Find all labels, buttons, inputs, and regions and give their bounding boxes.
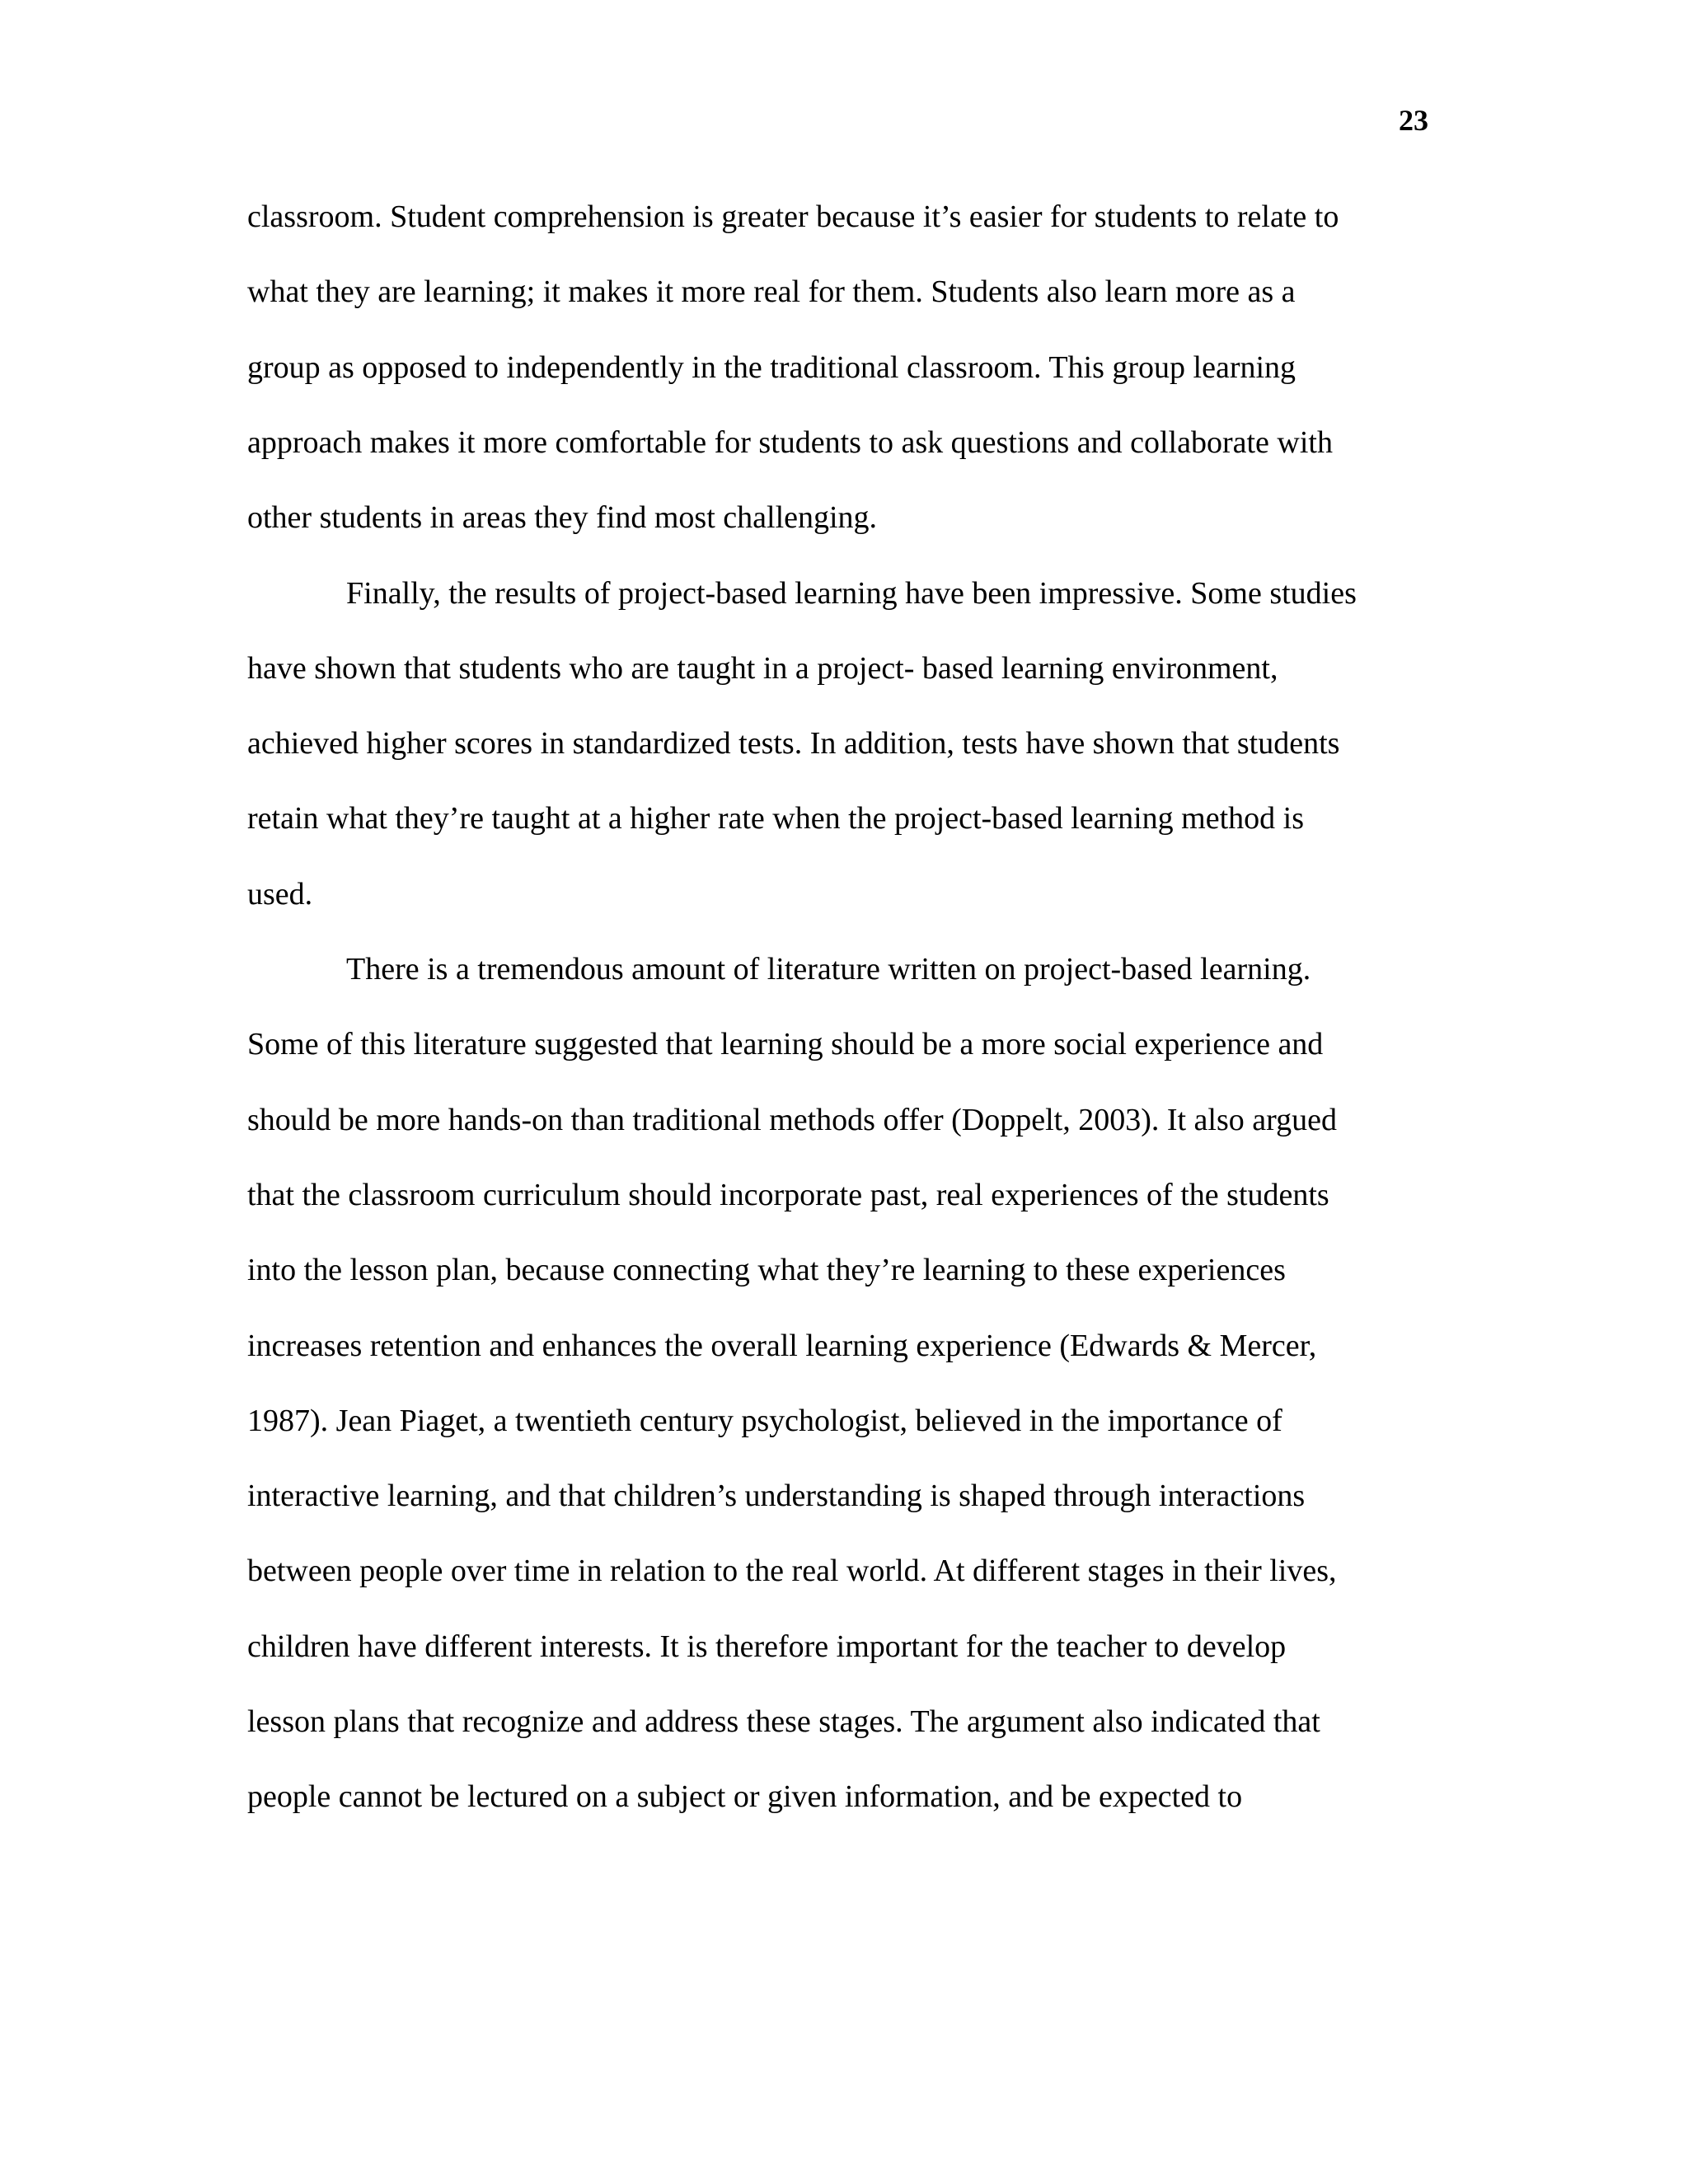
- text-line: into the lesson plan, because connecting what they’re learning to these experiences: [247, 1253, 1286, 1287]
- page-number: 23: [1399, 104, 1428, 137]
- text-line: approach makes it more comfortable for students to ask questions and collaborate with: [247, 425, 1333, 460]
- text-line: group as opposed to independently in the traditional classroom. This group learning: [247, 350, 1296, 385]
- text-line: interactive learning, and that children’s understanding is shaped through interactions: [247, 1479, 1306, 1513]
- text-line: between people over time in relation to the real world. At different stages in their lives,: [247, 1554, 1337, 1588]
- text-line: that the classroom curriculum should incorporate past, real experiences of the students: [247, 1178, 1329, 1212]
- text-line: should be more hands-on than traditional methods offer (Doppelt, 2003). It also argued: [247, 1103, 1337, 1137]
- text-line: have shown that students who are taught in a project- based learning environment,: [247, 651, 1278, 686]
- text-line: 1987). Jean Piaget, a twentieth century psychologist, believed in the importance of: [247, 1404, 1282, 1438]
- text-line: There is a tremendous amount of literature written on project-based learning.: [346, 952, 1311, 987]
- text-line: people cannot be lectured on a subject or given information, and be expected to: [247, 1779, 1243, 1814]
- text-line: what they are learning; it makes it more real for them. Students also learn more as a: [247, 274, 1296, 309]
- text-line: Some of this literature suggested that learning should be a more social experience and: [247, 1027, 1324, 1062]
- text-line: Finally, the results of project-based learning have been impressive. Some studies: [346, 576, 1357, 611]
- text-line: children have different interests. It is therefore important for the teacher to develop: [247, 1629, 1287, 1664]
- text-line: achieved higher scores in standardized tests. In addition, tests have shown that students: [247, 726, 1340, 761]
- text-line: increases retention and enhances the overall learning experience (Edwards & Mercer,: [247, 1329, 1317, 1363]
- text-line: classroom. Student comprehension is greater because it’s easier for students to relate to: [247, 199, 1339, 234]
- text-line: retain what they’re taught at a higher rate when the project-based learning method is: [247, 801, 1304, 836]
- text-line: other students in areas they find most challenging.: [247, 500, 878, 535]
- text-line: used.: [247, 877, 313, 912]
- text-line: lesson plans that recognize and address these stages. The argument also indicated that: [247, 1704, 1320, 1739]
